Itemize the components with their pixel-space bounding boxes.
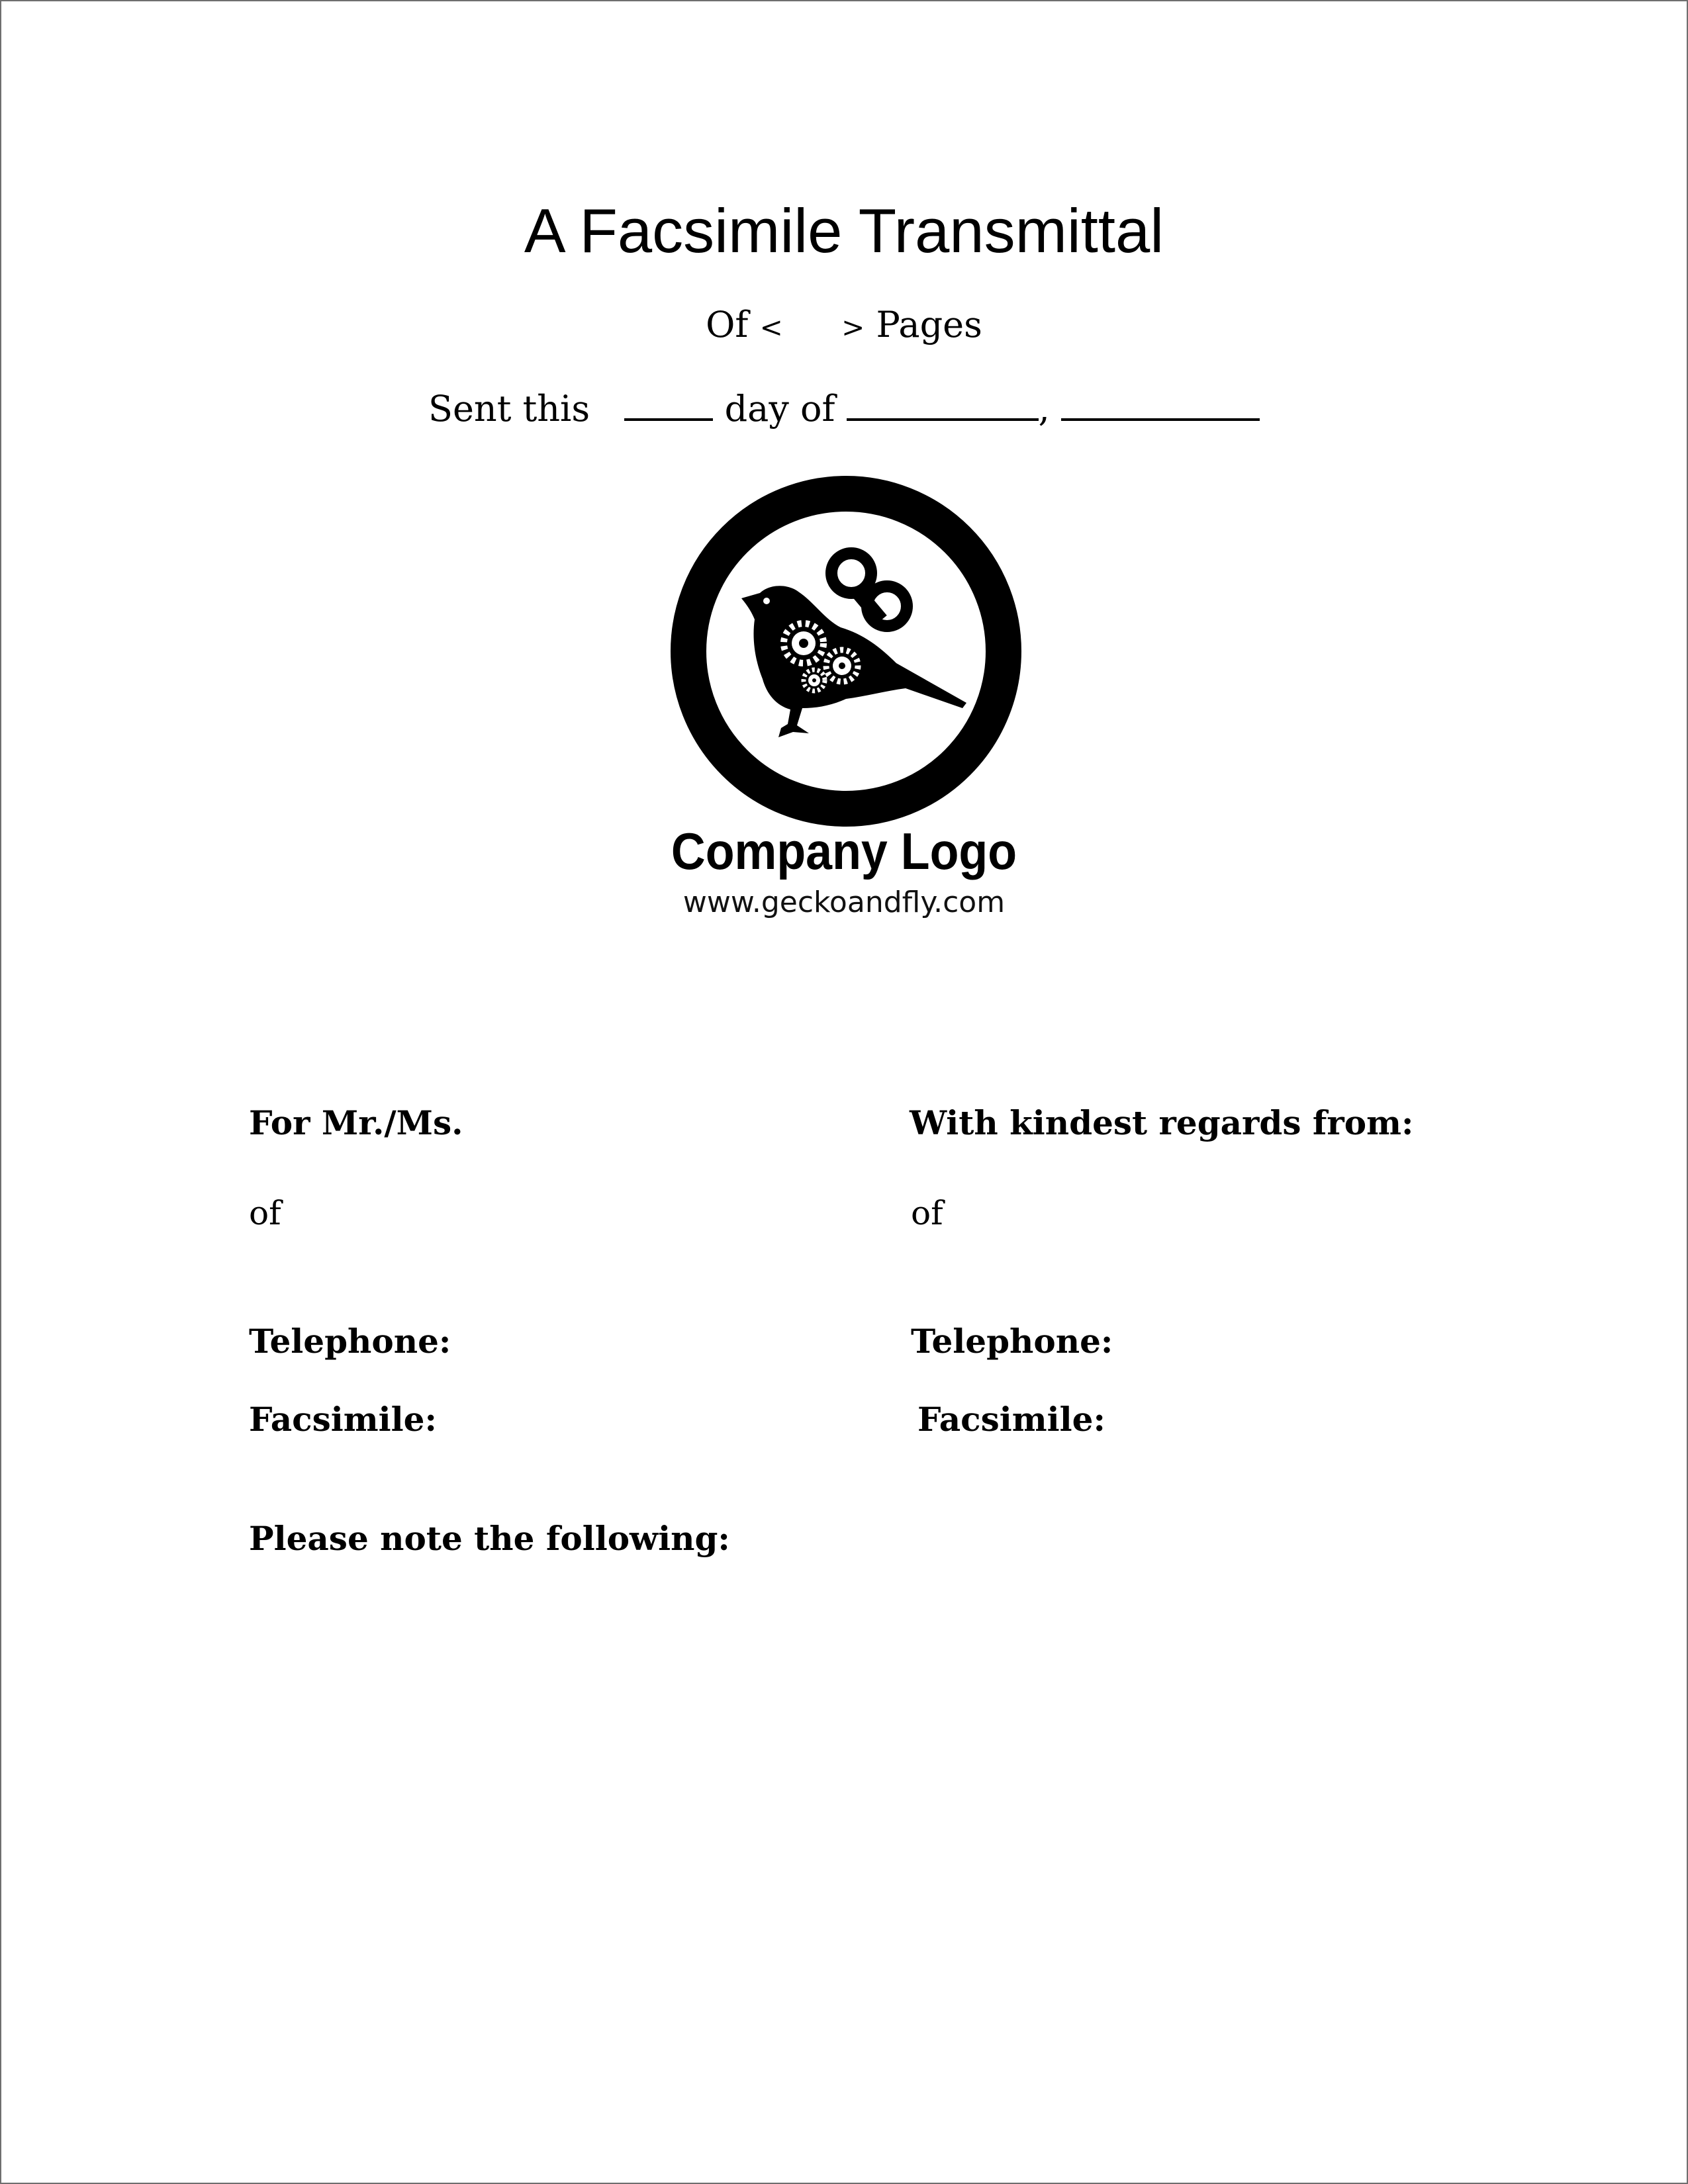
document-title: A Facsimile Transmittal [524, 196, 1164, 265]
month-blank[interactable] [847, 385, 1039, 421]
recipient-name-label: For Mr./Ms. [249, 1103, 463, 1142]
sent-day-of: day of [724, 388, 835, 430]
pages-prefix: Of [706, 304, 749, 345]
logo-url: www.geckoandfly.com [682, 886, 1006, 919]
recipient-facsimile-label: Facsimile: [249, 1400, 437, 1439]
pages-open-bracket: < [759, 311, 783, 343]
recipient-telephone-label: Telephone: [249, 1322, 451, 1361]
sender-telephone-label: Telephone: [911, 1322, 1113, 1361]
sender-company-label: of [911, 1194, 943, 1232]
pages-close-bracket: > [841, 311, 865, 343]
pages-suffix: Pages [876, 304, 982, 345]
year-blank[interactable] [1061, 385, 1260, 421]
bird-silhouette [741, 586, 966, 737]
bird-gears-icon [667, 473, 1025, 830]
notes-label: Please note the following: [249, 1519, 730, 1558]
sent-date-line [1, 385, 1687, 430]
page-count-line [1, 304, 1687, 345]
sent-prefix: Sent this [428, 388, 590, 430]
sender-facsimile-label: Facsimile: [917, 1400, 1105, 1439]
recipient-company-label: of [249, 1194, 281, 1232]
wind-key-icon [831, 553, 907, 626]
logo-company-name: Company Logo [671, 822, 1017, 880]
sender-name-label: With kindest regards from: [910, 1103, 1414, 1142]
day-blank[interactable] [624, 385, 713, 421]
sent-comma: , [1038, 388, 1050, 430]
